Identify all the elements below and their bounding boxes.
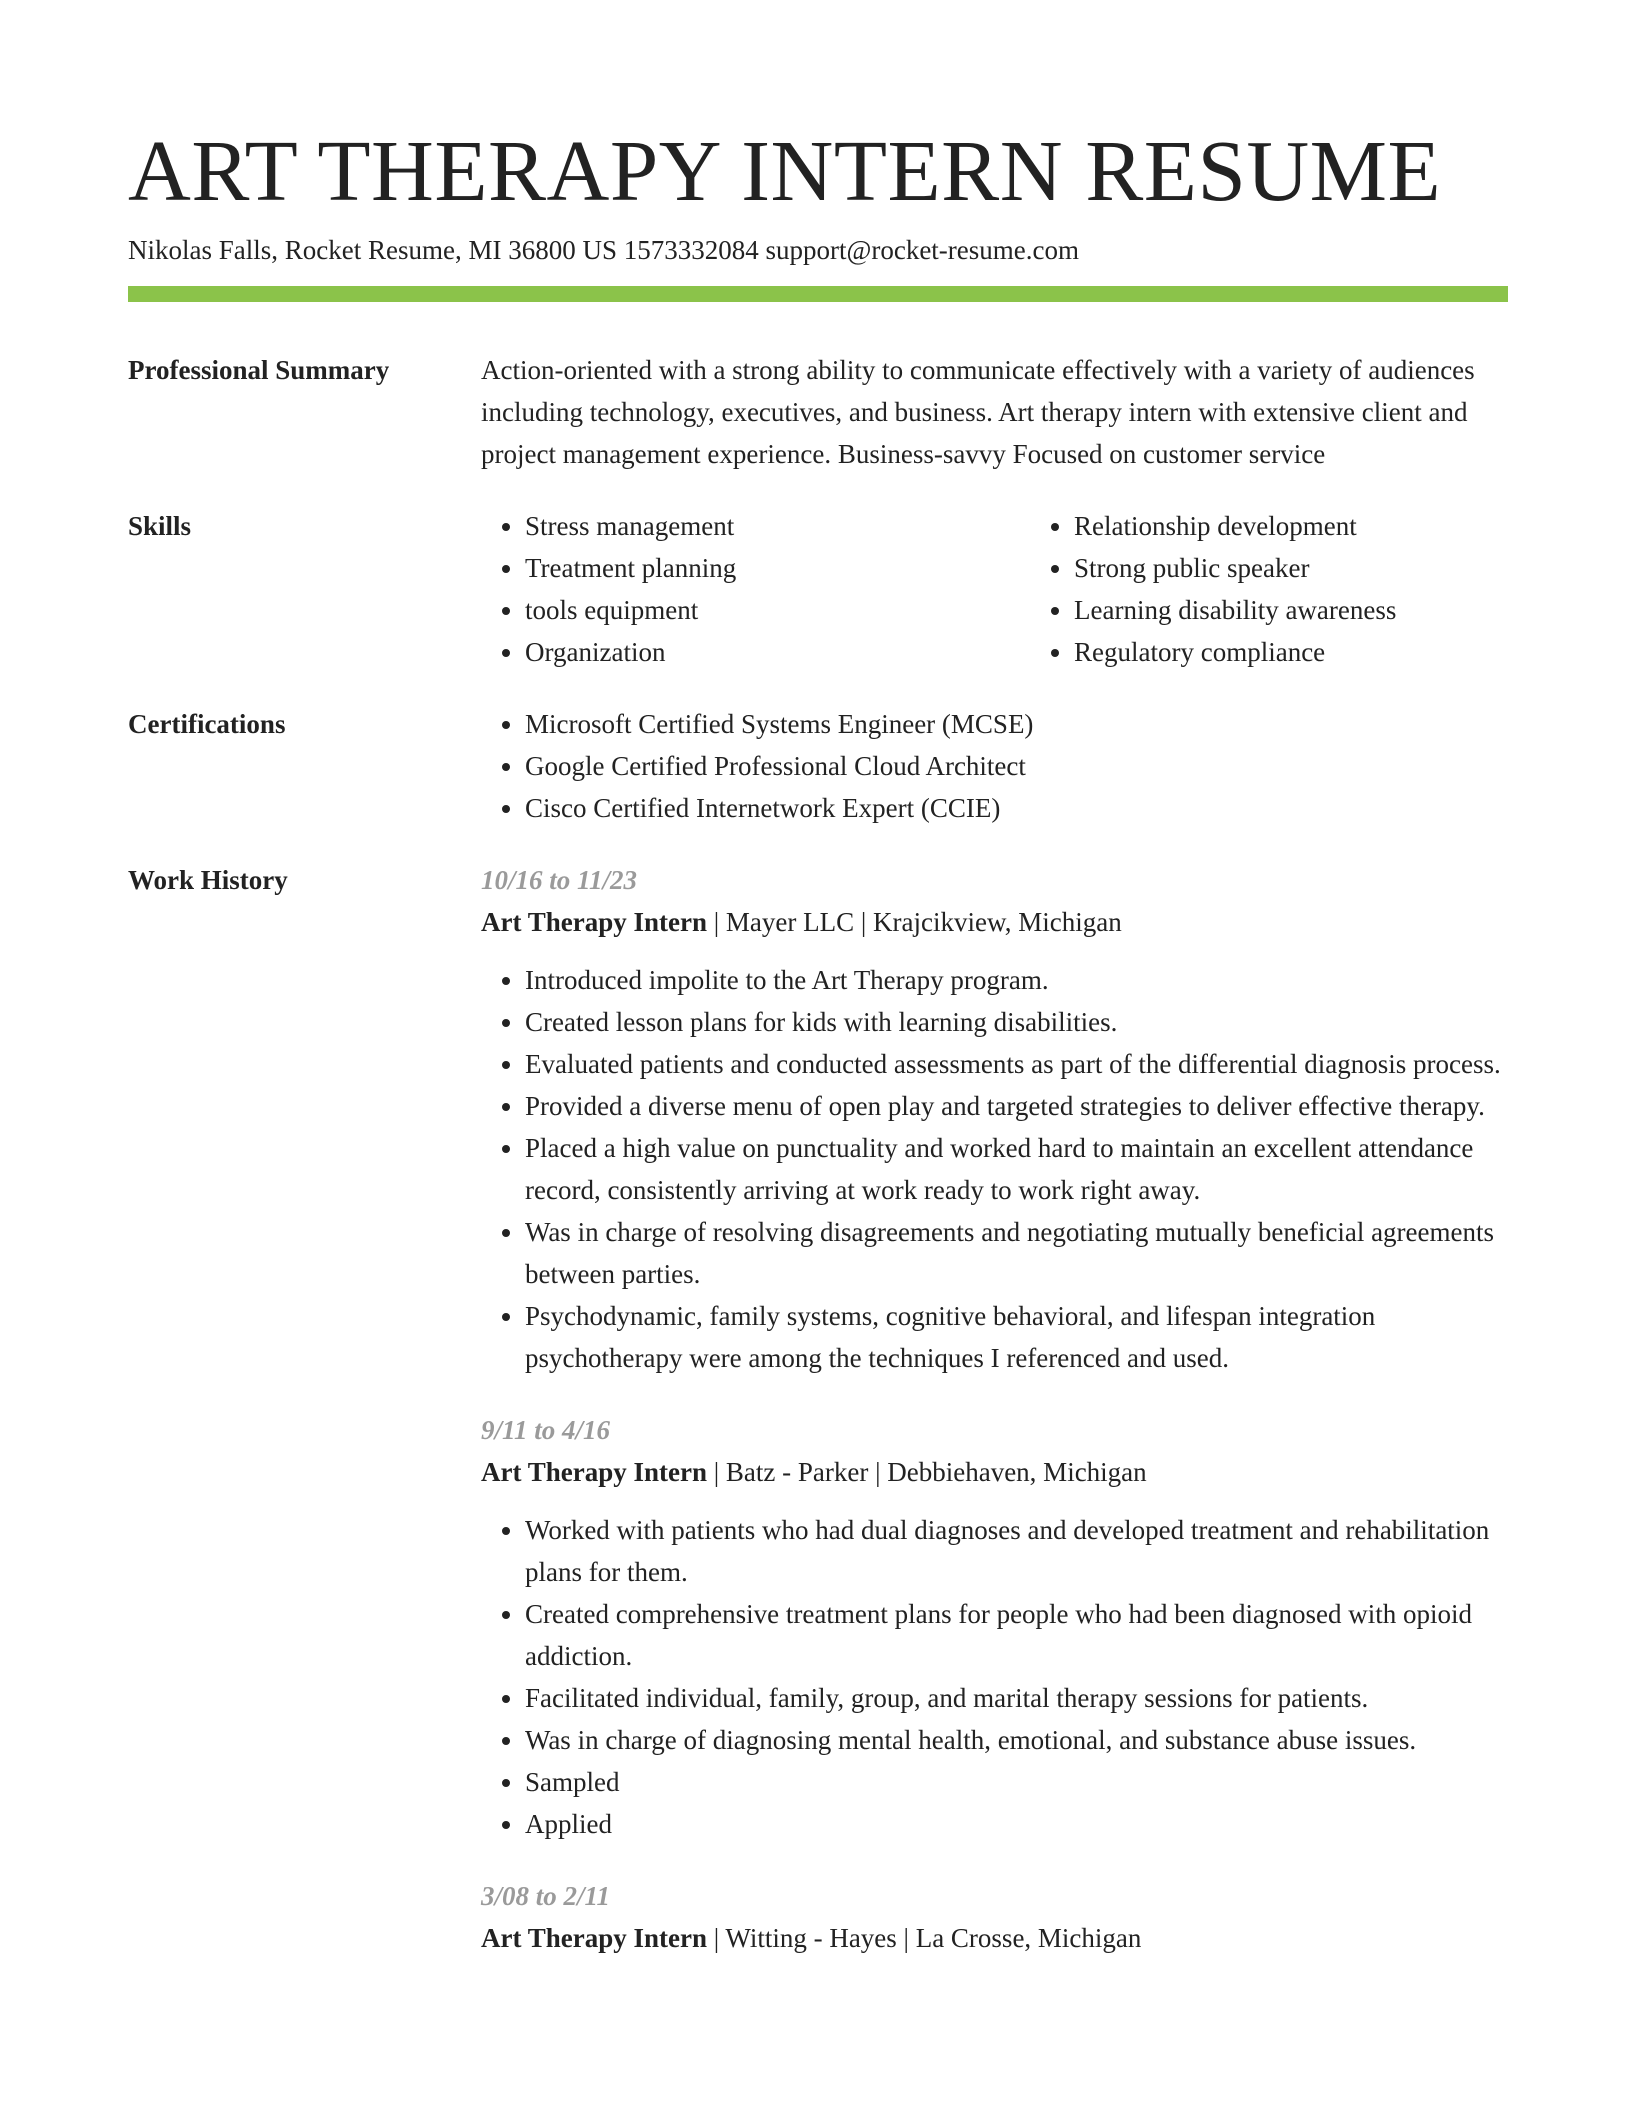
certification-item: • Google Certified Professional Cloud Architect <box>525 745 1508 787</box>
job-heading <box>481 1451 1508 1493</box>
job-bullet: • Psychodynamic, family systems, cognitive behavioral, and lifespan integration psychotherapy were among the techniques I referenced and used. <box>525 1295 1508 1379</box>
job-bullet: • Provided a diverse menu of open play and targeted strategies to deliver effective therapy. <box>525 1085 1508 1127</box>
contact-line: Nikolas Falls, Rocket Resume, MI 36800 US 1573332084 support@rocket-resume.com <box>128 235 1079 265</box>
summary-section <box>128 349 1508 475</box>
job-details: | Batz - Parker | Debbiehaven, Michigan <box>707 1457 1147 1487</box>
resume-content <box>128 349 1508 2019</box>
certifications-label: Certifications <box>128 709 286 739</box>
skill-item: • Strong public speaker <box>1074 547 1579 589</box>
job-title: Art Therapy Intern <box>481 1457 707 1487</box>
skills-column-2 <box>1030 505 1579 673</box>
certifications-section <box>128 703 1508 829</box>
job-bullets <box>481 959 1508 1379</box>
job-entry <box>481 859 1508 1379</box>
job-bullet: • Applied <box>525 1803 1508 1845</box>
job-bullet: • Evaluated patients and conducted assessments as part of the differential diagnosis process. <box>525 1043 1508 1085</box>
job-dates: 10/16 to 11/23 <box>481 865 638 895</box>
work-history-label: Work History <box>128 865 288 895</box>
job-details: | Witting - Hayes | La Crosse, Michigan <box>707 1923 1142 1953</box>
summary-label: Professional Summary <box>128 355 390 385</box>
job-bullet: • Created lesson plans for kids with learning disabilities. <box>525 1001 1508 1043</box>
job-dates: 9/11 to 4/16 <box>481 1415 611 1445</box>
job-title: Art Therapy Intern <box>481 1923 707 1953</box>
work-history-body <box>481 859 1508 1989</box>
skill-item: • Regulatory compliance <box>1074 631 1579 673</box>
skills-section <box>128 505 1508 673</box>
resume-title: ART THERAPY INTERN RESUME <box>128 122 1442 219</box>
job-bullets <box>481 1509 1508 1845</box>
certification-item: • Cisco Certified Internetwork Expert (CCIE) <box>525 787 1508 829</box>
summary-text: Action-oriented with a strong ability to communicate effectively with a variety of audiences including technology, executives, and business. Art therapy intern with extensive client and project management experience. Business-savvy Focused on customer service <box>481 355 1475 469</box>
job-heading <box>481 901 1508 943</box>
skill-item: • Organization <box>525 631 1030 673</box>
job-entry <box>481 1409 1508 1845</box>
job-bullet: • Introduced impolite to the Art Therapy program. <box>525 959 1508 1001</box>
certifications-body <box>481 703 1508 829</box>
skill-item: • Stress management <box>525 505 1030 547</box>
job-bullet: • Was in charge of diagnosing mental health, emotional, and substance abuse issues. <box>525 1719 1508 1761</box>
summary-body <box>481 349 1508 475</box>
job-bullet: • Sampled <box>525 1761 1508 1803</box>
skill-item: • Learning disability awareness <box>1074 589 1579 631</box>
skill-item: • Treatment planning <box>525 547 1030 589</box>
skills-label: Skills <box>128 511 192 541</box>
job-entry <box>481 1875 1508 1959</box>
skills-body <box>481 505 1579 673</box>
job-bullet: • Created comprehensive treatment plans for people who had been diagnosed with opioid addiction. <box>525 1593 1508 1677</box>
header-divider <box>128 286 1508 302</box>
skills-grid <box>481 505 1579 673</box>
job-title: Art Therapy Intern <box>481 907 707 937</box>
job-details: | Mayer LLC | Krajcikview, Michigan <box>707 907 1122 937</box>
job-bullet: • Worked with patients who had dual diagnoses and developed treatment and rehabilitation plans for them. <box>525 1509 1508 1593</box>
job-heading <box>481 1917 1508 1959</box>
certifications-list <box>481 703 1508 829</box>
skill-item: • Relationship development <box>1074 505 1579 547</box>
certification-item: • Microsoft Certified Systems Engineer (MCSE) <box>525 703 1508 745</box>
job-bullet: • Was in charge of resolving disagreements and negotiating mutually beneficial agreements between parties. <box>525 1211 1508 1295</box>
job-bullet: • Facilitated individual, family, group, and marital therapy sessions for patients. <box>525 1677 1508 1719</box>
skill-item: • tools equipment <box>525 589 1030 631</box>
job-bullet: • Placed a high value on punctuality and worked hard to maintain an excellent attendance record, consistently arriving at work ready to work right away. <box>525 1127 1508 1211</box>
skills-column-1 <box>481 505 1030 673</box>
work-history-section <box>128 859 1508 1989</box>
job-dates: 3/08 to 2/11 <box>481 1881 611 1911</box>
